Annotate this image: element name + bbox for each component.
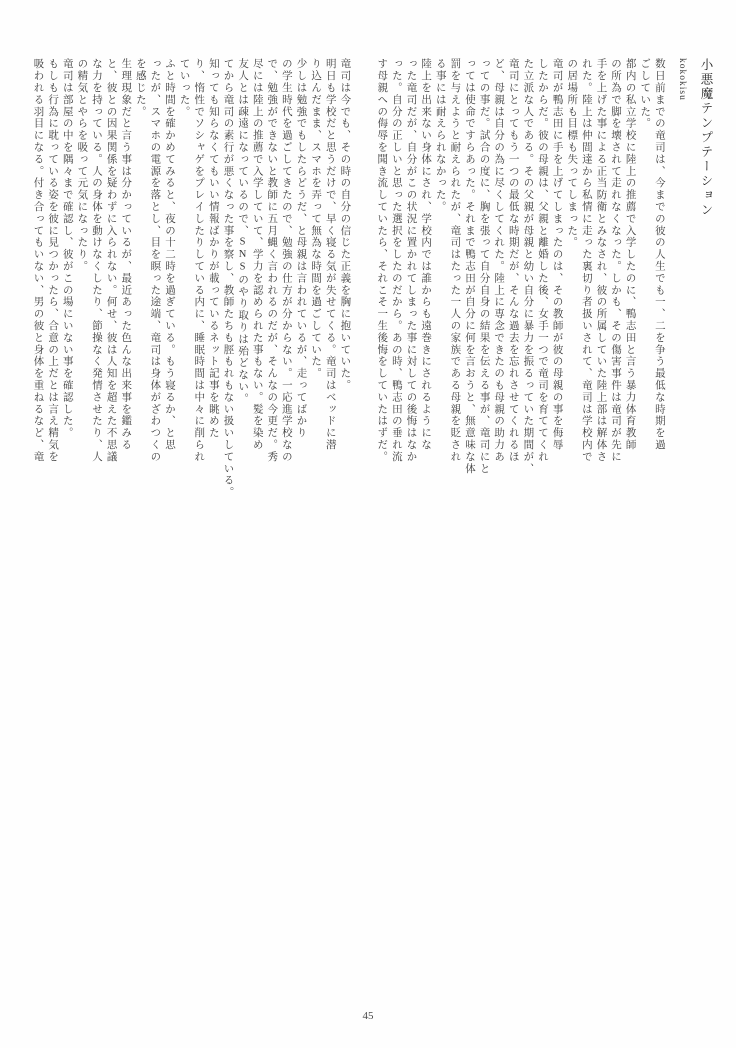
text-column: た立派な人である。その父親が母親と幼い自分に暴力を振るっていた期間が、 [522,58,534,475]
text-column: 罰を与えようと耐えられたが、竜司はたった一人の家族である母親を貶され [449,58,461,463]
text-column: 手を上げた事による正当防衛とみなされ、彼の所属していた陸上部は解体さ [595,58,607,463]
text-column: っての事だ。試合の度に、胸を張って自分自身の結果を伝える事が、竜司にと [478,58,490,475]
text-column: 竜司は部屋の中を隅々まで確認し、彼がこの場にいない事を確認した。 [61,58,73,439]
text-column: 明日も学校だと思うだけで、早く寝る気が失せてくる。竜司はベッドに潜 [324,58,336,451]
document-title: 小悪魔テンプテーション [699,58,713,218]
text-column: 竜司が鴨志田に手を上げてしまったのは、その教師が彼の母親の事を侮辱 [551,58,563,451]
text-column: を感じた。 [134,58,146,118]
text-column: したからだ。彼の母親は、父親と離婚した後、女手一つで竜司を育ててくれ [537,58,548,463]
text-column: っては使命ですらあった。それまで鴨志田が自分に何を言おうと、無意味な体 [463,58,475,475]
text-column: てから竜司の素行が悪くなった事を察し、教師たちも脛もれもない扱いしている。 [222,58,234,499]
text-column: ごしていた。 [639,58,651,130]
text-column: 少しは勉強でもしたらどうだ、と母親は言われているが、走ってばかり [295,58,307,439]
text-column: 尽には陸上の推薦で入学していて、学力を認められた事もない。髪を染め [251,58,263,451]
text-column: ったが、スマホの電源を落とし、目を瞑った途端、竜司は身体がざわつくの [149,58,161,463]
text-column: り、惰性でソシャゲをプレイしたりしている内に、睡眠時間は中々に削られ [193,58,205,463]
text-column: る事には耐えられなかった。 [434,58,446,213]
text-column: 数日前までの竜司は、今までの彼の人生でも一、二を争う最低な時期を過 [653,58,665,451]
text-column: った。自分の正しいと思った選択をしたのだから。あの時、鴨志田の垂れ流 [390,58,402,463]
document-author: kokokisu [677,58,688,101]
column-group-spacer [349,58,371,988]
text-column: の学生時代を過ごしてきたので、勉強の仕方が分からない。一応進学校なの [280,58,292,463]
text-column: 生理現象だと言う事は分かっているが、最近あった色んな出来事を鑑みる [120,58,132,451]
text-column: な力を持っている。人の身体を動けなくしたり、節操なく発情させたり、人 [90,58,102,463]
text-column: で、勉強ができないと教師に五月蝿く言われるのだが、そんなの今更だ。秀 [266,58,278,463]
text-column: す母親への侮辱を聞き流していたら、それこそ一生後悔をしていたはずだ。 [376,58,388,463]
title-spacer [686,58,695,988]
text-column: の所為で脚を壊されて走れなくなった。しかも、その傷害事件は竜司が先に [610,58,622,463]
text-column: 吸われる羽目になる。付き合ってもいない、男の彼と身体を重ねるなど、竜 [32,58,44,463]
text-column: 竜司は今でも、その時の自分の信じた正義を胸に抱いていた。 [339,58,351,392]
text-column: 友人とは疎遠になっているので、SNSのやり取りは殆どない。 [237,58,249,405]
vertical-text-body [28,58,712,988]
text-column: り込んだまま、スマホを弄って無為な時間を過ごしていた。 [310,58,322,380]
text-column: 知っても知らなくてもいい情報ばかりが載っているネット記事を眺めた [207,58,219,439]
text-column: と、彼との因果関係を疑わずに入られない。何せ、彼は人知を超えた不思議 [105,58,117,463]
text-column: もしも行為に耽っている姿を彼に見つかったら、合意の上だとは言え精気を [47,58,59,463]
text-column: の精気とやらを吸って元気になったり。 [76,58,88,273]
text-column: ふと時間を確かめてみると、夜の十二時を過ぎている。もう寝るか、と思 [164,58,176,451]
text-column: った竜司だが、自分がこの状況に置かれてしまった事に対しての後悔はなか [405,58,417,463]
page-number: 45 [362,1010,374,1022]
text-column: 都内の私立学校に陸上の推薦で入学したのに、鴨志田と言う暴力体育教師 [624,58,636,451]
text-column: れた。陸上は仲間達から私情に走った裏切り者扱いされて、竜司は学校内で [580,58,592,463]
text-column: ど、母親は自分の為に尽くしてくれた。陸上に専念できたのも母親の助力あ [493,58,505,463]
text-column: 竜司にとってもう一つの最低な時期だが、そんな過去を忘れさせてくれるほ [507,58,519,463]
text-column: ていった。 [178,58,190,118]
author-spacer [664,58,673,988]
text-column: 陸上を出来ない身体にされ、学校内では誰からも遠巻きにされるようにな [420,58,432,451]
text-column: の居場所も目標も失ってしまった。 [566,58,578,249]
